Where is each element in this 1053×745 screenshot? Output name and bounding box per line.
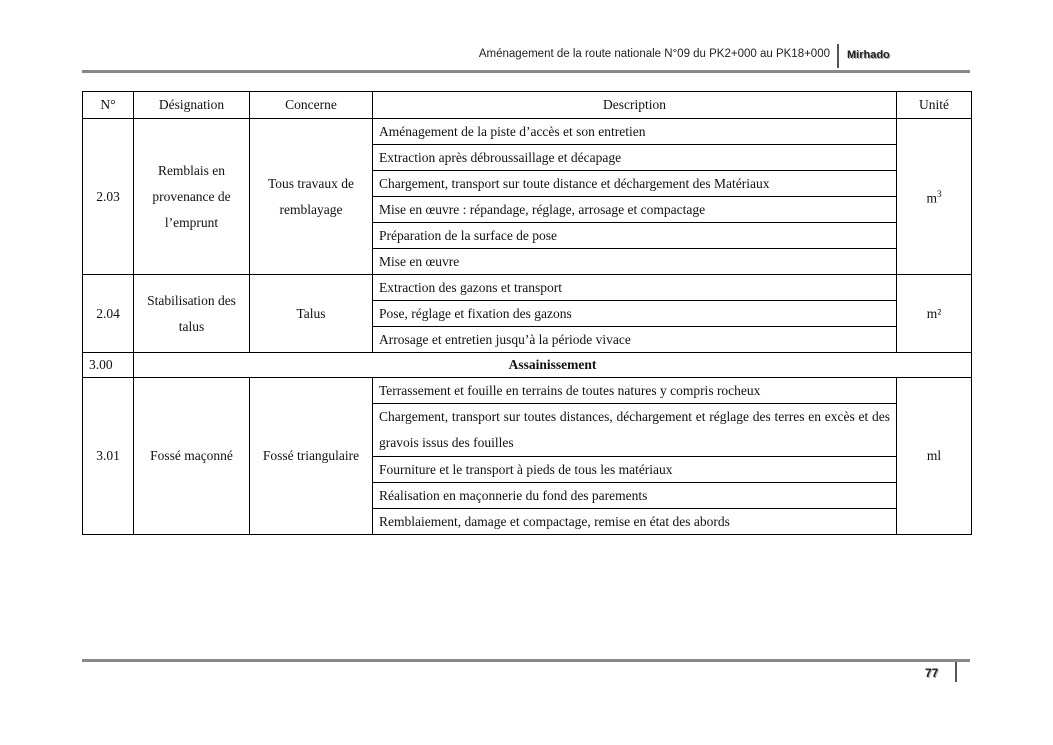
row-designation: Fossé maçonné: [134, 378, 250, 535]
row-designation: Remblais en provenance de l’emprunt: [134, 119, 250, 275]
header-separator: [837, 44, 839, 68]
page-number: 77: [925, 666, 939, 680]
row-num: 3.01: [83, 378, 134, 535]
row-unit: m²: [897, 275, 972, 353]
header-rule: [82, 70, 970, 73]
footer-separator: [955, 662, 957, 682]
row-description: Terrassement et fouille en terrains de toutes natures y compris rocheux: [373, 378, 897, 404]
row-description: Mise en œuvre: [373, 249, 897, 275]
row-description: Extraction après débroussaillage et décapage: [373, 145, 897, 171]
row-concerne: Tous travaux de remblayage: [250, 119, 373, 275]
column-header-unit: Unité: [897, 92, 972, 119]
column-header-designation: Désignation: [134, 92, 250, 119]
header-title: Aménagement de la route nationale N°09 du PK2+000 au PK18+000: [478, 48, 830, 60]
row-description: Fourniture et le transport à pieds de tous les matériaux: [373, 457, 897, 483]
row-description: Préparation de la surface de pose: [373, 223, 897, 249]
column-header-concerne: Concerne: [250, 92, 373, 119]
column-header-num: N°: [83, 92, 134, 119]
row-concerne: Talus: [250, 275, 373, 353]
works-table: [82, 91, 972, 535]
row-description: Chargement, transport sur toutes distances, déchargement et réglage des terres en excès et des gravois issus des fouilles: [373, 404, 897, 457]
unit-superscript: 3: [937, 189, 942, 200]
header-brand: Mirhado: [847, 49, 890, 61]
column-header-description: Description: [373, 92, 897, 119]
footer-rule: [82, 659, 970, 662]
row-description: Extraction des gazons et transport: [373, 275, 897, 301]
row-description: Mise en œuvre : répandage, réglage, arrosage et compactage: [373, 197, 897, 223]
section-row: [83, 353, 972, 378]
section-label: Assainissement: [134, 353, 972, 378]
table-row: [83, 378, 972, 404]
section-num: 3.00: [83, 353, 134, 378]
row-description: Réalisation en maçonnerie du fond des parements: [373, 483, 897, 509]
row-unit: $m^3$: [897, 119, 972, 275]
table-header-row: [83, 92, 972, 119]
row-description: Remblaiement, damage et compactage, remise en état des abords: [373, 509, 897, 535]
row-description: Arrosage et entretien jusqu’à la période vivace: [373, 327, 897, 353]
page-header: [82, 44, 970, 74]
row-num: 2.03: [83, 119, 134, 275]
table-row: [83, 275, 972, 301]
table-row: [83, 119, 972, 145]
row-concerne: Fossé triangulaire: [250, 378, 373, 535]
row-num: 2.04: [83, 275, 134, 353]
row-description: Pose, réglage et fixation des gazons: [373, 301, 897, 327]
row-unit: ml: [897, 378, 972, 535]
row-designation: Stabilisation des talus: [134, 275, 250, 353]
row-description: Chargement, transport sur toute distance et déchargement des Matériaux: [373, 171, 897, 197]
row-description: Aménagement de la piste d’accès et son entretien: [373, 119, 897, 145]
